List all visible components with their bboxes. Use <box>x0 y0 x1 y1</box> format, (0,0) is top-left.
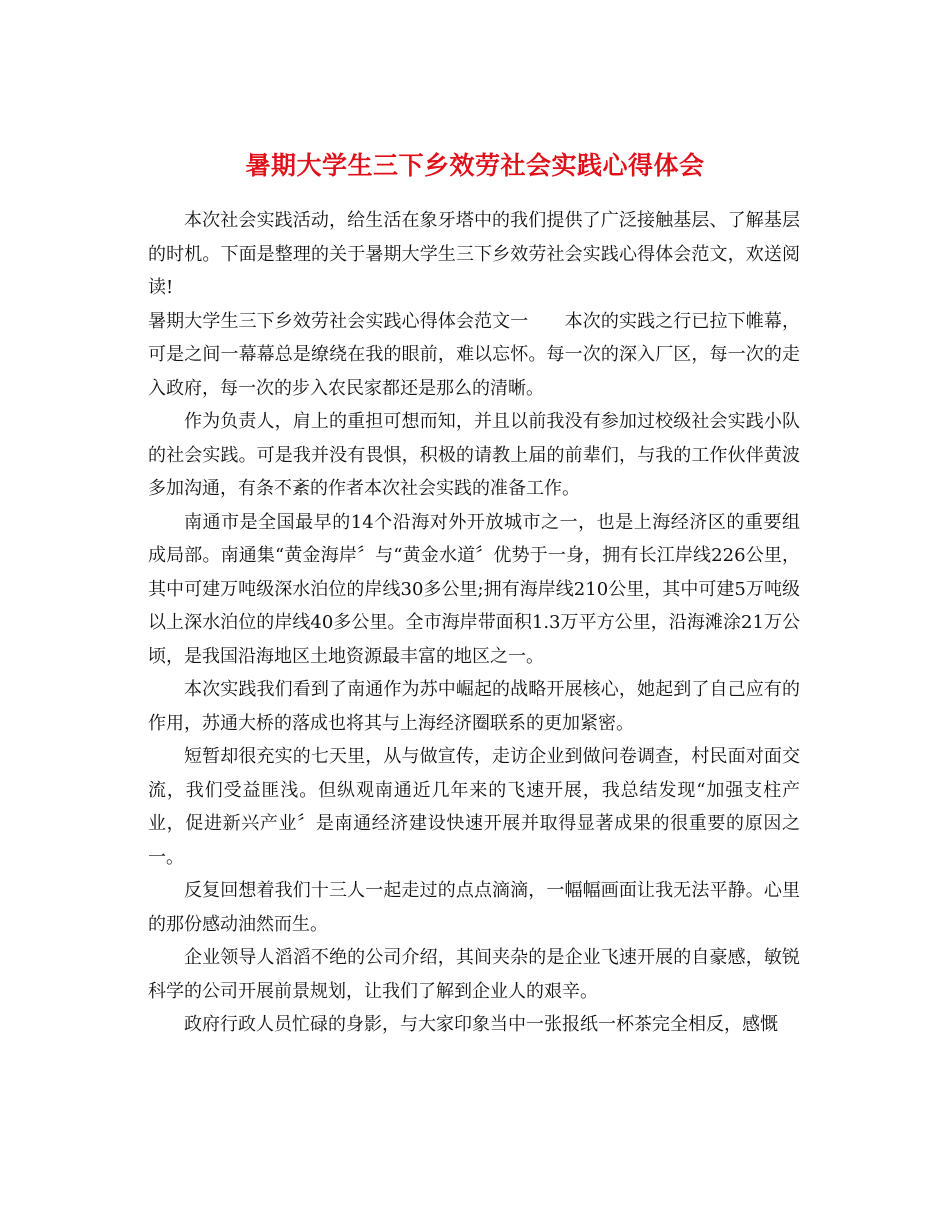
paragraph: 企业领导人滔滔不绝的公司介绍，其间夹杂的是企业飞速开展的自豪感，敏锐科学的公司开展前景规划，让我们了解到企业人的艰辛。 <box>148 947 800 1002</box>
paragraph-intro: 本次社会实践活动，给生活在象牙塔中的我们提供了广泛接触基层、了解基层的时机。下面是整理的关于暑期大学生三下乡效劳社会实践心得体会范文，欢送阅读! <box>148 210 800 298</box>
document-body <box>148 204 800 1042</box>
paragraph: 短暂却很充实的七天里，从与做宣传，走访企业到做问卷调查，村民面对面交流，我们受益匪浅。但纵观南通近几年来的飞速开展，我总结发现“加强支柱产业，促进新兴产业〞是南通经济建设快速开展并取得显著成果的很重要的原因之一。 <box>148 746 800 868</box>
paragraph: 本次实践我们看到了南通作为苏中崛起的战略开展核心，她起到了自己应有的作用，苏通大桥的落成也将其与上海经济圈联系的更加紧密。 <box>148 679 800 734</box>
paragraph: 反复回想着我们十三人一起走过的点点滴滴，一幅幅画面让我无法平静。心里的那份感动油然而生。 <box>148 880 800 935</box>
paragraph: 政府行政人员忙碌的身影，与大家印象当中一张报纸一杯茶完全相反，感慨 <box>184 1014 778 1035</box>
paragraph-essay-one-start: 暑期大学生三下乡效劳社会实践心得体会范文一 本次的实践之行已拉下帷幕，可是之间一幕幕总是缭绕在我的眼前，难以忘怀。每一次的深入厂区，每一次的走入政府，每一次的步入农民家都还是那么的清晰。 <box>148 310 800 399</box>
document-title: 暑期大学生三下乡效劳社会实践心得体会 <box>245 150 705 180</box>
paragraph: 作为负责人，肩上的重担可想而知，并且以前我没有参加过校级社会实践小队的社会实践。可是我并没有畏惧，积极的请教上届的前辈们，与我的工作伙伴黄波多加沟通，有条不紊的作者本次社会实践的准备工作。 <box>148 411 800 499</box>
paragraph: 南通市是全国最早的14个沿海对外开放城市之一，也是上海经济区的重要组成局部。南通集“黄金海岸〞与“黄金水道〞优势于一身，拥有长江岸线226公里，其中可建万吨级深水泊位的岸线30多公里;拥有海岸线210公里，其中可建5万吨级以上深水泊位的岸线40多公里。全市海岸带面积1.3万平方公里，沿海滩涂21万公顷，是我国沿海地区土地资源最丰富的地区之一。 <box>148 511 800 667</box>
